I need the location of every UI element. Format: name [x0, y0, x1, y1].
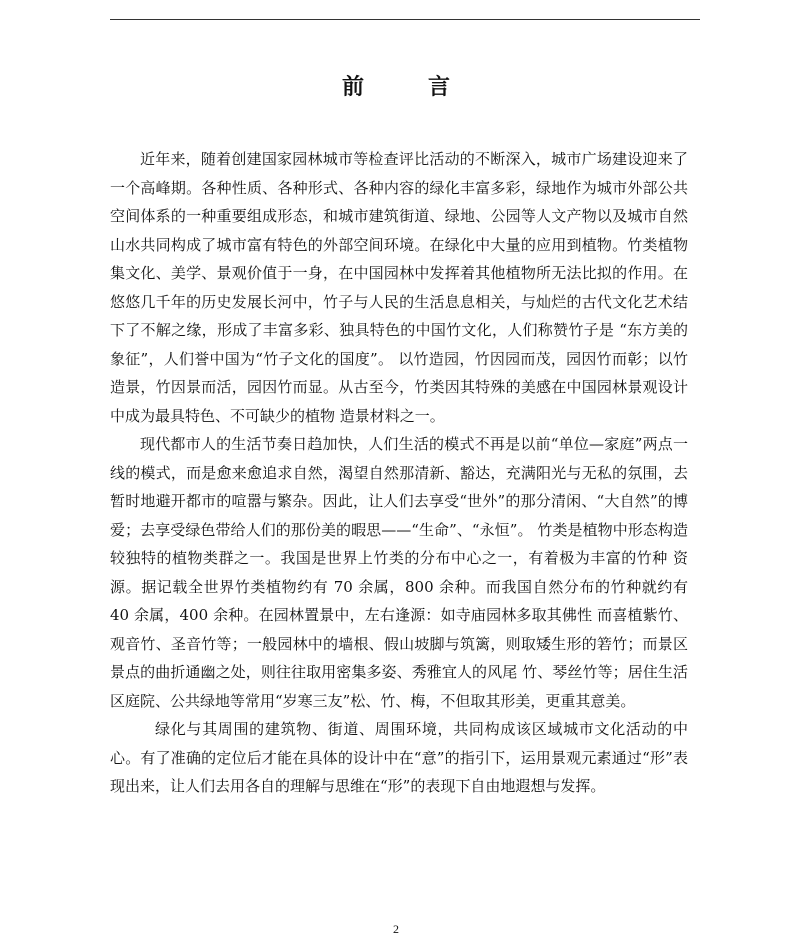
header-rule	[110, 19, 700, 20]
paragraph-3: 绿化与其周围的建筑物、街道、周围环境，共同构成该区域城市文化活动的中心。有了准确的定位后才能在具体的设计中在“意”的指引下，运用景观元素通过“形”表现出来，让人们去用各自的理解与思维在“形”的表现下自由地遐想与发挥。	[110, 720, 688, 795]
page-number: 2	[393, 922, 399, 936]
page-title	[0, 70, 792, 101]
paragraph-1: 近年来，随着创建国家园林城市等检查评比活动的不断深入，城市广场建设迎来了一个高峰期。各种性质、各种形式、各种内容的绿化丰富多彩，绿地作为城市外部公共空间体系的一种重要组成形态，和城市建筑街道、绿地、公园等人文产物以及城市自然山水共同构成了城市富有特色的外部空间环境。在绿化中大量的应用到植物。竹类植物集文化、美学、景观价值于一身，在中国园林中发挥着其他植物所无法比拟的作用。在悠悠几千年的历史发展长河中，竹子与人民的生活息息相关，与灿烂的古代文化艺术结下了不解之缘，形成了丰富多彩、独具特色的中国竹文化，人们称赞竹子是 “东方美的象征”，人们誉中国为“竹子文化的国度”。 以竹造园，竹因园而茂，园因竹而彰；以竹造景，竹因景而活，园因竹而显。从古至今，竹类因其特殊的美感在中国园林景观设计中成为最具特色、不可缺少的植物 造景材料之一。	[110, 150, 688, 425]
title-char-left: 前	[341, 75, 364, 100]
body-text	[110, 145, 688, 801]
title-char-right: 言	[428, 75, 451, 100]
paragraph-2: 现代都市人的生活节奏日趋加快，人们生活的模式不再是以前“单位—家庭”两点一线的模式，而是愈来愈追求自然，渴望自然那清新、豁达，充满阳光与无私的氛围，去暂时地避开都市的喧嚣与繁杂。因此，让人们去享受“世外”的那分清闲、“大自然”的博爱；去享受绿色带给人们的那份美的暇思——“生命”、“永恒”。 竹类是植物中形态构造较独特的植物类群之一。我国是世界上竹类的分布中心之一，有着极为丰富的竹种 资源。据记载全世界竹类植物约有 70 余属，800 余种。而我国自然分布的竹种就约有 40 余属，400 余种。在园林置景中，左右逢源：如寺庙园林多取其佛性 而喜植紫竹、观音竹、圣音竹等；一般园林中的墙根、假山坡脚与筑篱，则取矮生形的箬竹；而景区景点的曲折通幽之处，则往往取用密集多姿、秀雅宜人的风尾 竹、琴丝竹等；居住生活区庭院、公共绿地等常用“岁寒三友”松、竹、梅，不但取其形美，更重其意美。	[110, 435, 688, 710]
